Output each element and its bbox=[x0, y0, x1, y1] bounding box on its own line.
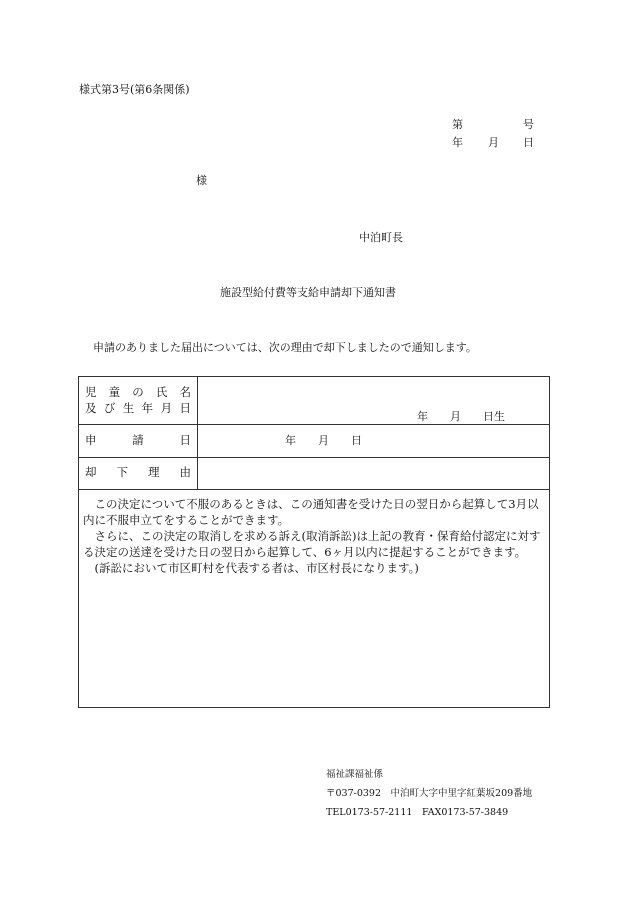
contact: TEL0173-57-2111 FAX0173-57-3849 bbox=[326, 807, 509, 818]
form-number: 様式第3号(第6条関係) bbox=[79, 83, 190, 96]
row-divider bbox=[79, 457, 549, 458]
application-date-label bbox=[85, 435, 191, 447]
rejection-reason-label bbox=[85, 467, 191, 479]
label-char: 月 bbox=[160, 401, 173, 415]
label-char: 名 bbox=[179, 385, 191, 399]
application-date-value: 年 月 日 bbox=[285, 434, 362, 447]
child-name-label bbox=[85, 387, 191, 399]
label-char: 日 bbox=[179, 401, 191, 415]
label-char: 請 bbox=[132, 433, 144, 447]
number-suffix: 号 bbox=[523, 118, 534, 131]
label-char: 却 bbox=[85, 465, 97, 479]
label-char: 年 bbox=[141, 401, 154, 415]
label-char: 由 bbox=[179, 465, 191, 479]
label-char: 下 bbox=[116, 465, 128, 479]
issuer: 中泊町長 bbox=[359, 231, 403, 244]
label-char: 生 bbox=[122, 401, 135, 415]
number-prefix: 第 bbox=[452, 118, 463, 131]
date-year-label: 年 bbox=[452, 136, 463, 149]
label-char: 児 bbox=[85, 385, 97, 399]
department: 福祉課福祉係 bbox=[326, 769, 384, 780]
label-char: 日 bbox=[179, 433, 191, 447]
label-char: び bbox=[103, 401, 116, 415]
notice-paragraph: さらに、この決定の取消しを求める訴え(取消訴訟)は上記の教育・保育給付認定に対する決定の送達を受けた日の翌日から起算して、6ヶ月以内に提起することができます。 bbox=[83, 529, 541, 559]
label-char: 童 bbox=[108, 385, 121, 399]
column-divider bbox=[197, 377, 198, 489]
label-char: 氏 bbox=[155, 385, 168, 399]
row-divider bbox=[79, 489, 549, 490]
form-table bbox=[78, 376, 550, 708]
birth-date-value: 年 月 日生 bbox=[417, 410, 505, 423]
appeal-notice bbox=[83, 496, 548, 576]
birthdate-label bbox=[85, 403, 191, 415]
document-title: 施設型給付費等支給申請却下通知書 bbox=[220, 286, 396, 299]
label-char: の bbox=[132, 385, 144, 399]
notice-paragraph: この決定について不服のあるときは、この通知書を受けた日の翌日から起算して3月以内に不服申立てをすることができます。 bbox=[83, 497, 539, 527]
row-divider bbox=[79, 424, 549, 425]
date-day-label: 日 bbox=[523, 136, 534, 149]
intro-text: 申請のありました届出については、次の理由で却下しましたので通知します。 bbox=[93, 341, 477, 354]
label-char: 理 bbox=[148, 465, 160, 479]
date-month-label: 月 bbox=[488, 136, 499, 149]
notice-paragraph: (訴訟において市区町村を代表する者は、市区村長になります。) bbox=[94, 561, 419, 575]
addressee-suffix: 様 bbox=[196, 174, 207, 187]
label-char: 申 bbox=[85, 433, 97, 447]
label-char: 及 bbox=[85, 401, 97, 415]
address: 〒037-0392 中泊町大字中里字紅葉坂209番地 bbox=[326, 788, 533, 799]
